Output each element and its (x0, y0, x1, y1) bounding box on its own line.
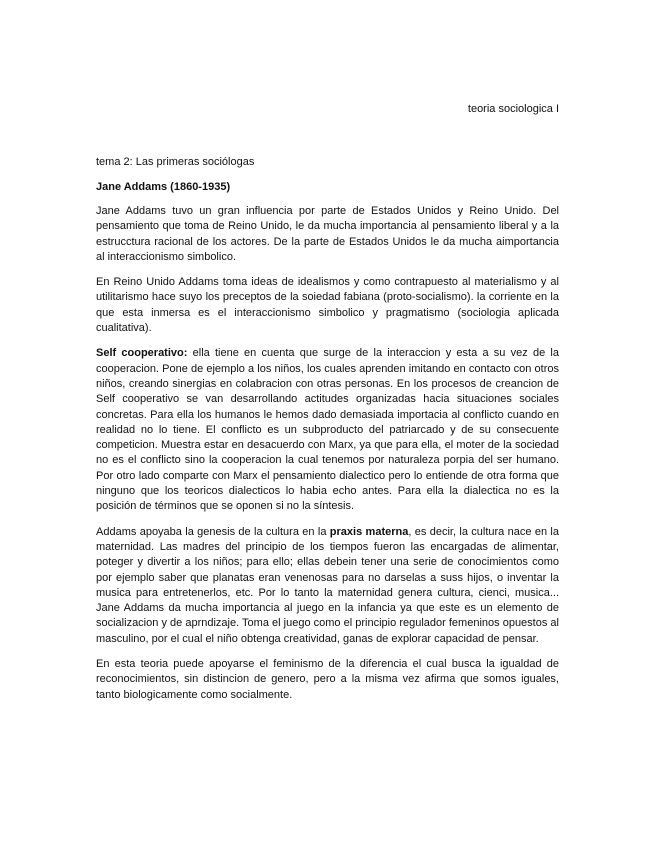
course-header: teoria sociologica I (467, 103, 559, 115)
author-heading: Jane Addams (1860-1935) (96, 181, 231, 193)
document-body (96, 204, 559, 713)
term-praxis-materna: praxis materna (329, 525, 409, 538)
paragraph-feminismo: En esta teoria puede apoyarse el feminismo de la diferencia el cual busca la igualdad de reconocimientos, sin distincion de genero, pero a la misma vez afirma que somos iguales, tanto biologicamente como socialmente. (96, 658, 559, 701)
paragraph-reino-unido: En Reino Unido Addams toma ideas de idealismos y como contrapuesto al materialismo y al utilitarismo hace suyo los preceptos de la soiedad fabiana (proto-socialismo). la corriente en la que esta inmersa es el interaccionismo simbolico y pragmatismo (sociologia aplicada cualitativa). (96, 276, 559, 335)
paragraph-self-cooperativo (96, 346, 559, 514)
paragraph-praxis-after: , es decir, la cultura nace en la maternidad. Las madres del principio de los tiempos fueron las encargadas de alimentar, poteger y divertir a los niños; para ello; ellas debein tener una serie de conocimientos como por ejemplo saber que planatas eran venenosas para no darselas a suss hijos, o inventar la musica para entretenerlos, etc. Por lo tanto la maternidad genera cultura, cienci, musica... Jane Addams da mucha importancia al juego en la infancia ya que este es un elemento de socializacion y de aprndizaje. Toma el juego como el principio regulador femeninos opuestos al masculino, por el cual el niño obtenga creatividad, ganas de explorar capacidad de pensar. (96, 525, 559, 645)
topic-title: tema 2: Las primeras sociólogas (96, 156, 255, 168)
paragraph-praxis-before: Addams apoyaba la genesis de la cultura en la (96, 525, 330, 538)
document-page (96, 0, 559, 848)
paragraph-praxis-materna (96, 525, 559, 647)
paragraph-self-cooperativo-text: ella tiene en cuenta que surge de la interaccion y esta a su vez de la cooperacion. Pone de ejemplo a los niños, los cuales aprenden imitando en contacto con otros niños, creando sinergias en colabracion con otras personas. En los procesos de creancion de Self cooperativo se van desarrollando actitudes organizadas hacia situaciones sociales concretas. Para ella los humanos le hemos dado demasiada importacia al conflicto cuando en realidad no lo tiene. El conflicto es un subproducto del patriarcado y de su consecuente competicion. Muestra estar en desacuerdo con Marx, ya que para ella, el moter de la sociedad no es el conflicto sino la cooperacion la cual tenemos por naturaleza porpia del ser humano. Por otro lado comparte con Marx el pensamiento dialectico pero lo entiende de otra forma que ninguno que los teoricos dialecticos lo habia echo antes. Para ella la dialectica no es la posición de términos que se oponen si no la síntesis. (96, 347, 559, 513)
paragraph-influences: Jane Addams tuvo un gran influencia por parte de Estados Unidos y Reino Unido. Del pensamiento que toma de Reino Unido, le da mucha importancia al pensamiento liberal y a la estrucctura racional de los actores. De la parte de Estados Unidos le da mucha aimportancia al interaccionismo simbolico. (96, 205, 559, 263)
term-self-cooperativo: Self cooperativo: (96, 347, 188, 360)
